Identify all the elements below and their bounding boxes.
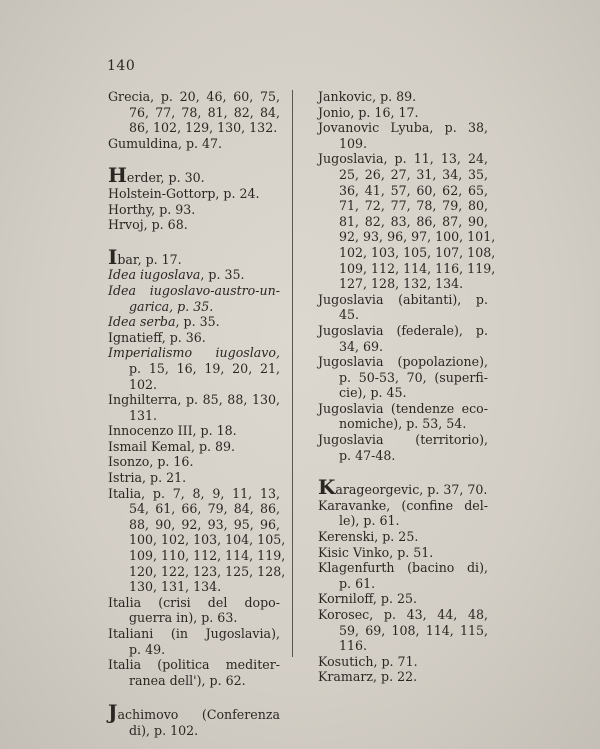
index-entry-line: Isonzo, p. 16. — [108, 454, 194, 470]
index-entry-line: Horthy, p. 93. — [108, 201, 196, 217]
index-entry-line: 116. — [339, 638, 368, 654]
index-entry-line: Kosutich, p. 71. — [318, 653, 418, 669]
index-entry-line: 109, 112, 114, 116, 119, — [339, 260, 496, 276]
index-entry-line: p. 49. — [129, 641, 166, 657]
index-column-right — [318, 89, 496, 685]
index-entry-line: Gumuldina, p. 47. — [108, 135, 223, 151]
index-entry-line: 131. — [129, 407, 158, 423]
index-entry-line: guerra in), p. 63. — [129, 610, 238, 626]
index-entry — [108, 454, 280, 470]
index-entry — [318, 529, 488, 545]
index-entry-line: Jugoslavia (territorio), — [318, 432, 488, 448]
index-entry-line: Jugoslavia, p. 11, 13, 24, — [318, 151, 488, 167]
index-entry-line: Ignatieff, p. 36. — [108, 329, 206, 345]
index-entry-line: Grecia, p. 20, 46, 60, 75, — [108, 89, 280, 104]
index-entry — [108, 267, 280, 283]
index-entry — [318, 498, 488, 529]
index-entry — [318, 105, 488, 121]
index-entry — [318, 432, 488, 463]
index-entry-line: Karavanke, (confine del- — [318, 497, 488, 513]
index-entry-line: Jonio, p. 16, 17. — [318, 104, 419, 120]
index-entry-line: p. 47-48. — [339, 447, 396, 463]
index-entry — [108, 186, 280, 202]
index-column-left — [108, 89, 286, 739]
index-entry-line: 36, 41, 57, 60, 62, 65, — [339, 182, 488, 198]
index-entry — [318, 323, 488, 354]
index-entry-line: 100, 102, 103, 104, 105, — [129, 532, 286, 548]
index-entry — [108, 89, 280, 136]
index-entry — [108, 423, 280, 439]
index-entry — [318, 89, 488, 105]
index-entry — [108, 700, 280, 738]
index-entry — [108, 345, 280, 392]
index-entry-line: 76, 77, 78, 81, 82, 84, — [129, 104, 280, 120]
index-entry-line: Jugoslavia (tendenze eco- — [318, 400, 488, 416]
index-entry — [318, 607, 488, 654]
index-entry-line: Jankovic, p. 89. — [318, 89, 417, 104]
index-entry-line: Jugoslavia (federale), p. — [318, 322, 488, 338]
section-initial: H — [108, 163, 127, 188]
index-entry-line: Jugoslavia (abitanti), p. — [318, 291, 488, 307]
index-entry-line: Ibar, p. 17. — [108, 244, 182, 269]
column-divider — [292, 90, 293, 657]
index-entry-line: 102, 103, 105, 107, 108, — [339, 244, 496, 260]
index-entry-line: Holstein-Gottorp, p. 24. — [108, 185, 260, 201]
index-entry — [108, 330, 280, 346]
index-entry — [108, 136, 280, 152]
index-entry — [318, 292, 488, 323]
index-entry — [108, 626, 280, 657]
index-entry-line: Idea serba, p. 35. — [108, 314, 220, 330]
index-entry-line: nomiche), p. 53, 54. — [339, 416, 467, 432]
index-entry — [108, 470, 280, 486]
section-initial: I — [108, 244, 118, 269]
index-entry-line: Herder, p. 30. — [108, 163, 205, 188]
index-entry-line: Italia (politica mediter- — [108, 657, 280, 673]
index-entry-line: Kisic Vinko, p. 51. — [318, 544, 434, 560]
section-initial: J — [108, 700, 118, 725]
index-entry-line: 71, 72, 77, 78, 79, 80, — [339, 198, 488, 214]
index-entry — [318, 151, 496, 292]
index-entry — [108, 595, 280, 626]
index-entry-line: Idea iugoslava, p. 35. — [108, 267, 245, 283]
index-entry-line: Jovanovic Lyuba, p. 38, — [318, 120, 488, 136]
index-entry-line: p. 50-53, 70, (superfi- — [339, 369, 488, 385]
section-initial: K — [318, 475, 336, 500]
index-entry-line: 45. — [339, 307, 360, 323]
index-entry — [318, 475, 488, 500]
index-entry-line: Ismail Kemal, p. 89. — [108, 438, 236, 454]
index-entry-line: garica, p. 35. — [129, 298, 214, 314]
index-entry-line: Italiani (in Jugoslavia), — [108, 626, 280, 641]
index-entry — [318, 120, 488, 151]
index-entry-line: 102. — [129, 376, 158, 392]
index-entry-line: 127, 128, 132, 134. — [339, 276, 464, 292]
index-entry-line: 86, 102, 129, 130, 132. — [129, 120, 278, 136]
index-entry — [318, 560, 488, 591]
index-entry-line: 59, 69, 108, 114, 115, — [339, 622, 488, 638]
index-entry — [108, 202, 280, 218]
index-entry-line: Korosec, p. 43, 44, 48, — [318, 607, 488, 622]
index-entry-line: di), p. 102. — [129, 722, 199, 738]
index-entry — [108, 217, 280, 233]
index-entry-line: 92, 93, 96, 97, 100, 101, — [339, 229, 496, 245]
index-entry — [318, 591, 488, 607]
index-entry-line: 81, 82, 83, 86, 87, 90, — [339, 213, 488, 229]
index-entry — [108, 314, 280, 330]
index-entry-line: 109. — [339, 135, 368, 151]
index-entry-line: p. 15, 16, 19, 20, 21, — [129, 360, 280, 376]
index-entry — [108, 392, 280, 423]
index-entry-line: Kramarz, p. 22. — [318, 669, 418, 685]
index-entry-line: Jugoslavia (popolazione), — [318, 354, 488, 370]
index-entry-line: 34, 69. — [339, 338, 384, 354]
index-entry-line: cie), p. 45. — [339, 385, 407, 401]
index-entry-line: 130, 131, 134. — [129, 579, 222, 595]
index-entry-line: Jachimovo (Conferenza — [108, 700, 280, 725]
index-entry — [108, 439, 280, 455]
index-entry-line: Imperialismo iugoslavo, — [108, 345, 280, 361]
index-entry-line: ranea dell'), p. 62. — [129, 672, 246, 688]
index-entry-line: Klagenfurth (bacino di), — [318, 560, 488, 576]
index-entry-line: 109, 110, 112, 114, 119, — [129, 548, 286, 564]
index-entry-line: 88, 90, 92, 93, 95, 96, — [129, 516, 280, 532]
index-entry — [318, 401, 488, 432]
index-entry — [108, 657, 280, 688]
index-entry-line: 120, 122, 123, 125, 128, — [129, 563, 286, 579]
index-entry — [318, 654, 488, 670]
index-entry — [108, 283, 280, 314]
index-entry-line: Italia, p. 7, 8, 9, 11, 13, — [108, 485, 280, 501]
index-entry-line: Istria, p. 21. — [108, 470, 187, 486]
index-entry-line: le), p. 61. — [339, 513, 400, 529]
index-entry — [108, 485, 286, 595]
index-entry — [318, 354, 488, 401]
page-number: 140 — [107, 58, 136, 74]
index-entry — [318, 669, 488, 685]
index-entry-line: Karageorgevic, p. 37, 70. — [318, 475, 488, 500]
index-entry — [108, 163, 280, 188]
index-entry-line: Inghilterra, p. 85, 88, 130, — [108, 392, 280, 408]
index-entry-line: Innocenzo III, p. 18. — [108, 423, 237, 439]
index-entry-line: Hrvoj, p. 68. — [108, 217, 188, 233]
index-entry-line: Korniloff, p. 25. — [318, 591, 418, 607]
index-entry-line: p. 61. — [339, 575, 376, 591]
index-entry — [318, 545, 488, 561]
index-entry-line: Idea iugoslavo-austro-un- — [108, 282, 280, 298]
index-entry-line: 54, 61, 66, 79, 84, 86, — [129, 501, 280, 517]
index-entry-line: Kerenski, p. 25. — [318, 529, 419, 545]
index-entry-line: Italia (crisi del dopo- — [108, 594, 280, 610]
index-entry — [108, 244, 280, 269]
index-entry-line: 25, 26, 27, 31, 34, 35, — [339, 166, 488, 182]
